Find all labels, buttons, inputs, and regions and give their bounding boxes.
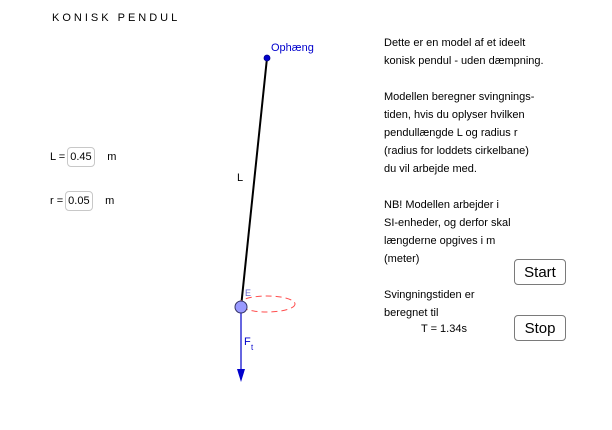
instructions-text: Modellen beregner svingnings- tiden, hvis du oplyser hvilken pendullængde L og radius r (radius for loddets cirkelbane) du vil arbejde med. — [384, 91, 535, 175]
page-title: KONISK PENDUL — [52, 12, 181, 24]
orbit-path — [239, 296, 295, 312]
intro-text: Dette er en model af et ideelt konisk pendul - uden dæmpning. — [384, 37, 544, 67]
length-label: L = — [50, 151, 66, 163]
pivot-label: Ophæng — [271, 42, 314, 54]
pendulum-bob[interactable] — [235, 301, 247, 313]
start-button[interactable]: Start — [514, 259, 566, 285]
result-intro-text: Svingningstiden er beregnet til — [384, 289, 475, 319]
pivot-point[interactable] — [264, 55, 270, 61]
radius-label: r = — [50, 195, 64, 207]
pendulum-rod — [241, 58, 267, 307]
bob-label: E — [245, 288, 252, 298]
note-text: NB! Modellen arbejder i SI-enheder, og derfor skal længderne opgives i m (meter) — [384, 199, 511, 265]
force-subscript: t — [251, 343, 254, 352]
stop-button[interactable]: Stop — [514, 315, 566, 341]
force-label: F — [244, 336, 251, 348]
length-unit: m — [107, 151, 117, 163]
period-result: T = 1.34s — [421, 323, 467, 335]
rod-label: L — [237, 172, 244, 184]
force-arrowhead — [237, 369, 245, 382]
radius-unit: m — [105, 195, 115, 207]
